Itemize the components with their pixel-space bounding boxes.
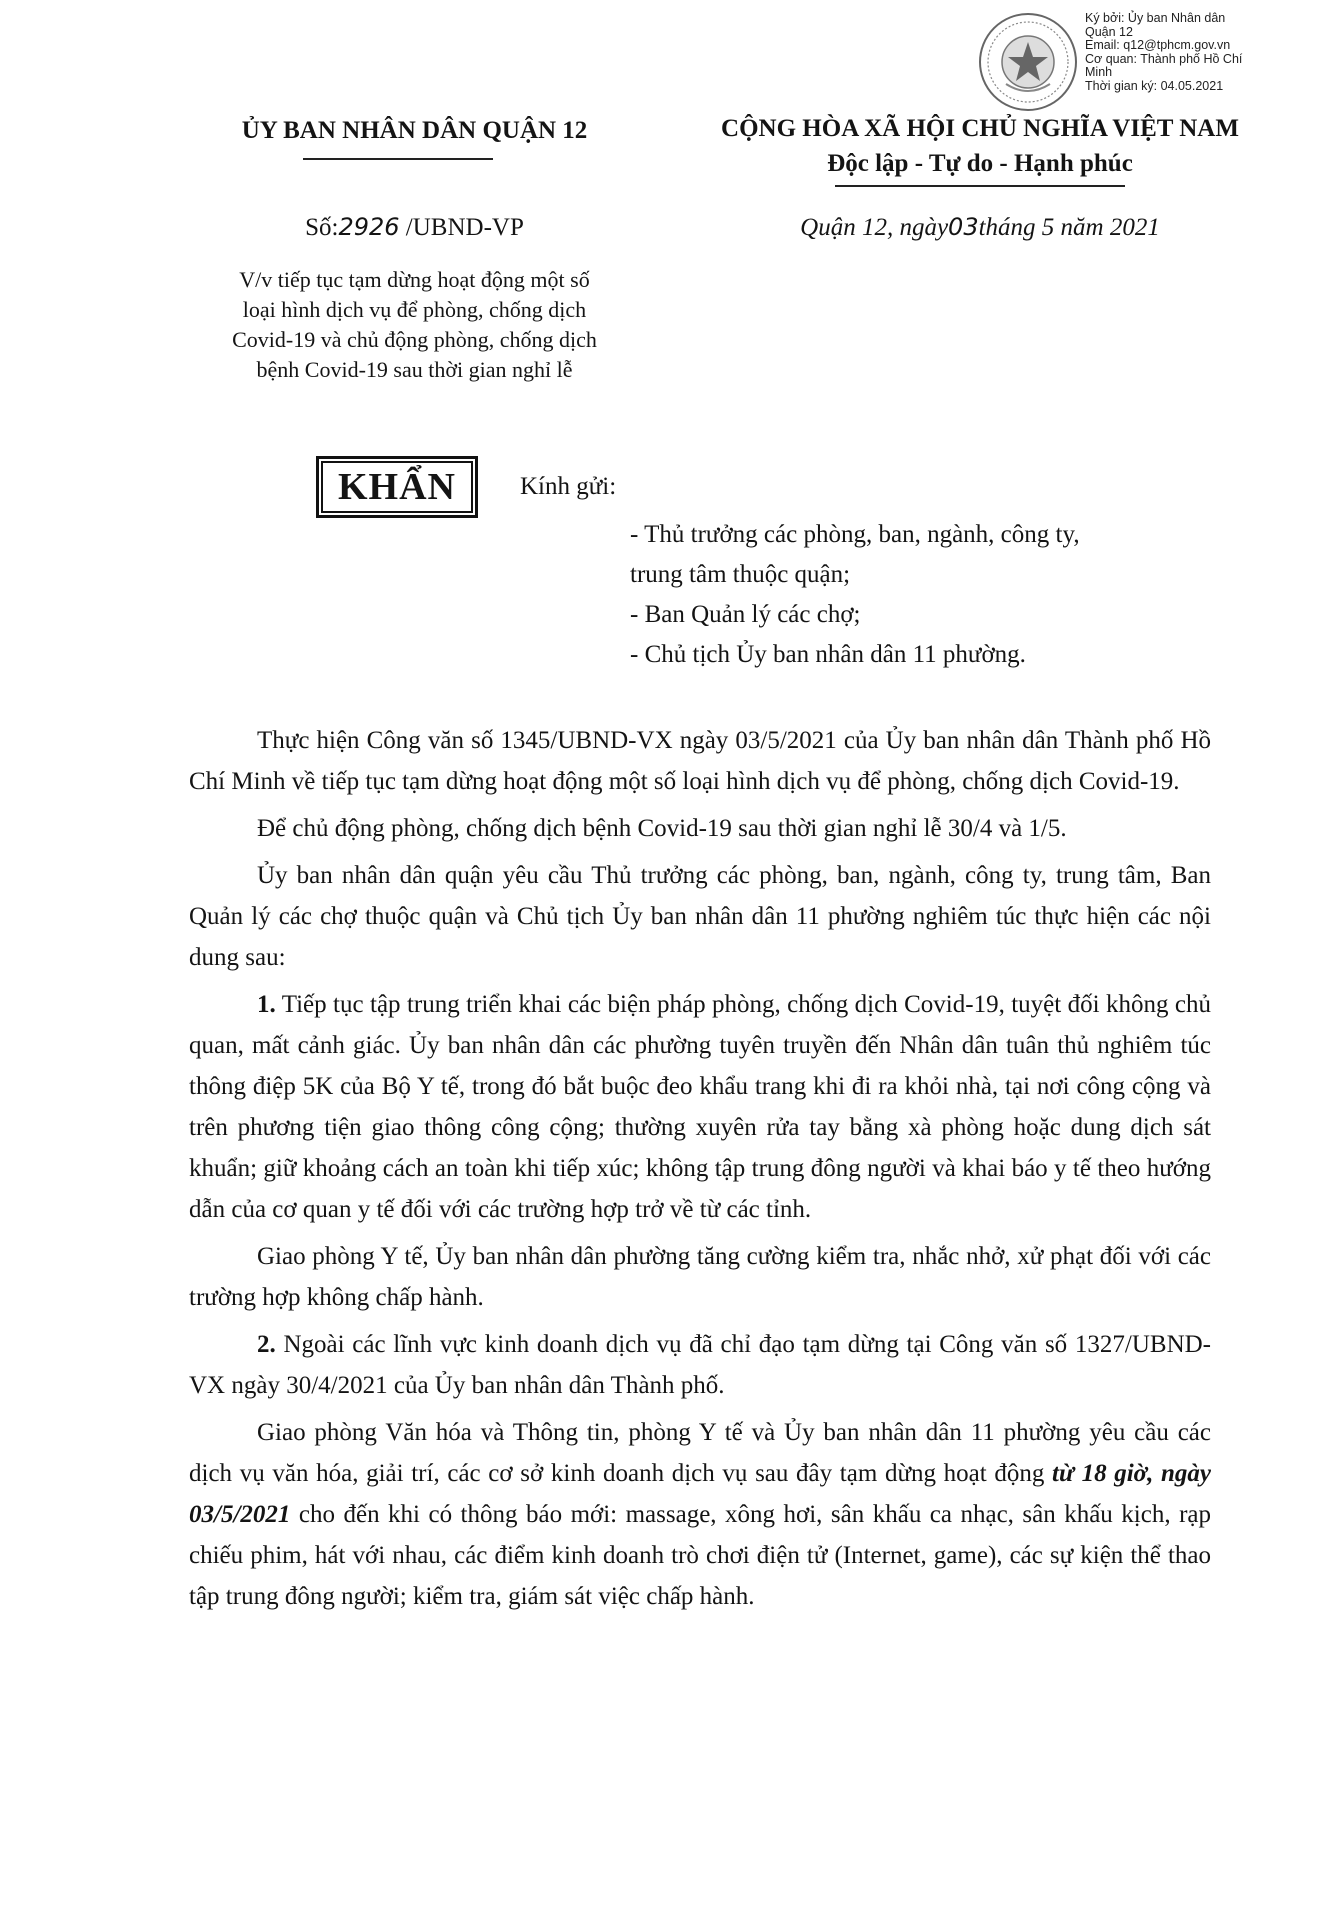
urgent-stamp: KHẨN [316,456,478,518]
body-paragraph: Thực hiện Công văn số 1345/UBND-VX ngày 03/5/2021 của Ủy ban nhân dân Thành phố Hồ Chí Minh về tiếp tục tạm dừng hoạt động một số loại hình dịch vụ để phòng, chống dịch Covid-19. [189,727,1211,795]
national-motto: Độc lập - Tự do - Hạnh phúc [827,150,1133,177]
signature-email: Email: q12@tphcm.gov.vn [1085,38,1231,52]
recipients-list [630,515,1270,675]
body-paragraph [189,1412,1211,1617]
emphasized-date: từ 18 giờ, ngày 03/5/2021 [189,1460,1211,1528]
subject-line: bệnh Covid-19 sau thời gian nghỉ lễ [256,357,573,382]
recipient-item: - Chủ tịch Ủy ban nhân dân 11 phường. [630,641,1026,668]
greeting: Kính gửi: [520,473,617,500]
recipient-item: - Thủ trưởng các phòng, ban, ngành, công ty, [630,521,1080,548]
signature-signed-by-cont: Quận 12 [1085,24,1133,39]
document-number [182,213,647,242]
issuing-organization: ỦY BAN NHÂN DÂN QUẬN 12 [241,117,588,144]
item-text: Tiếp tục tập trung triển khai các biện pháp phòng, chống dịch Covid-19, tuyệt đối không chủ quan, mất cảnh giác. Ủy ban nhân dân các phường tuyên truyền đến Nhân dân tuân thủ nghiêm túc thông điệp 5K của Bộ Y tế, trong đó bắt buộc đeo khẩu trang khi đi ra khỏi nhà, tại nơi công cộng và trên phương tiện giao thông công cộng; thường xuyên rửa tay bằng xà phòng hoặc dung dịch sát khuẩn; giữ khoảng cách an toàn khi tiếp xúc; không tập trung đông người và khai báo y tế theo hướng dẫn của cơ quan y tế đối với các trường hợp trở về từ các tỉnh. [189,991,1211,1223]
paragraph-text: cho đến khi có thông báo mới: massage, xông hơi, sân khấu ca nhạc, sân khấu kịch, rạp chiếu phim, hát với nhau, các điểm kinh doanh trò chơi điện tử (Internet, game), các sự kiện thể thao tập trung đông người; kiểm tra, giám sát việc chấp hành. [189,1501,1211,1610]
doc-number-prefix: Số: [305,214,339,241]
body-paragraph-item-1 [189,984,1211,1230]
item-number: 2. [257,1331,276,1358]
signature-agency: Cơ quan: Thành phố Hồ Chí [1085,51,1243,66]
motto-underline [835,185,1125,187]
date-part2: tháng 5 năm 2021 [978,214,1160,241]
document-subject [182,265,647,385]
subject-line: loại hình dịch vụ để phòng, chống dịch [242,297,587,322]
doc-number-handwritten: 2926 [338,213,400,241]
subject-line: V/v tiếp tục tạm dừng hoạt động một số [239,267,590,292]
organization-underline [303,158,493,160]
paragraph-text: Giao phòng Văn hóa và Thông tin, phòng Y tế và Ủy ban nhân dân 11 phường yêu cầu các dịch vụ văn hóa, giải trí, các cơ sở kinh doanh dịch vụ sau đây tạm dừng hoạt động [189,1419,1211,1487]
document-body [189,720,1211,1623]
body-paragraph: Giao phòng Y tế, Ủy ban nhân dân phường tăng cường kiểm tra, nhắc nhở, xử phạt đối với các trường hợp không chấp hành. [189,1243,1211,1311]
issue-date [670,213,1290,242]
signature-agency-cont: Minh [1085,65,1113,79]
recipient-item: - Ban Quản lý các chợ; [630,601,861,628]
state-emblem-seal-icon [976,10,1080,114]
body-paragraph: Ủy ban nhân dân quận yêu cầu Thủ trưởng các phòng, ban, ngành, công ty, trung tâm, Ban Quản lý các chợ thuộc quận và Chủ tịch Ủy ban nhân dân 11 phường nghiêm túc thực hiện các nội dung sau: [189,862,1211,971]
item-number: 1. [257,991,276,1018]
doc-number-suffix: /UBND-VP [399,214,524,241]
subject-line: Covid-19 và chủ động phòng, chống dịch [232,327,597,352]
body-paragraph: Để chủ động phòng, chống dịch bệnh Covid-19 sau thời gian nghỉ lễ 30/4 và 1/5. [257,815,1067,842]
body-paragraph-item-2 [189,1324,1211,1406]
recipient-item-cont: trung tâm thuộc quận; [630,561,851,588]
date-day-handwritten: 03 [948,213,979,241]
signature-time: Thời gian ký: 04.05.2021 [1085,78,1224,93]
date-part1: Quận 12, ngày [800,214,949,241]
signature-signed-by: Ký bởi: Ủy ban Nhân dân [1085,11,1226,25]
item-text: Ngoài các lĩnh vực kinh doanh dịch vụ đã chỉ đạo tạm dừng tại Công văn số 1327/UBND-VX ngày 30/4/2021 của Ủy ban nhân dân Thành phố. [189,1331,1211,1399]
digital-signature-info [1085,12,1335,93]
national-title: CỘNG HÒA XÃ HỘI CHỦ NGHĨA VIỆT NAM [721,115,1239,142]
